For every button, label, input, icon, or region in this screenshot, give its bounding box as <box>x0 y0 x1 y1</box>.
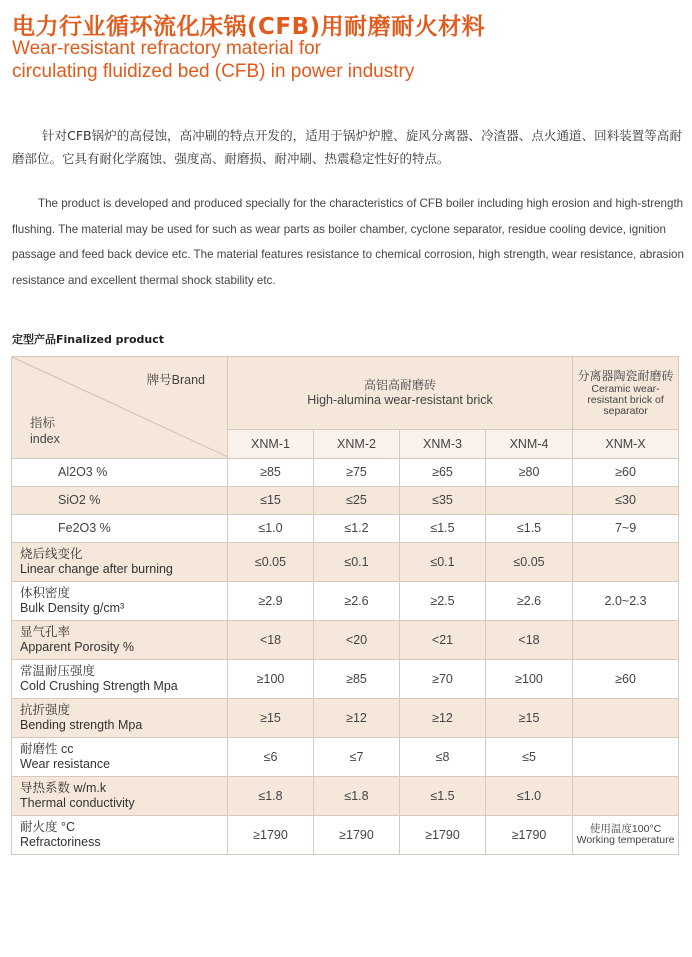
table-cell <box>486 487 573 515</box>
table-row <box>12 816 679 855</box>
row-label-en: Bending strength Mpa <box>20 718 143 732</box>
table-cell: <21 <box>400 621 486 660</box>
page-title-en <box>12 37 414 83</box>
table-cell: ≤1.0 <box>486 777 573 816</box>
row-label <box>12 816 228 855</box>
row-label-cn: 导热系数 w/m.k <box>20 781 107 795</box>
title-en-line2: circulating fluidized bed (CFB) in power industry <box>12 61 415 82</box>
table-cell: ≥75 <box>314 459 400 487</box>
corner-index-en: index <box>30 432 60 446</box>
row-label-cn: 烧后线变化 <box>20 547 83 561</box>
table-row <box>12 515 679 543</box>
grade-header: XNM-2 <box>314 430 400 459</box>
table-cell: 7~9 <box>573 515 679 543</box>
table-cell: ≤8 <box>400 738 486 777</box>
row-label-cn: 体积密度 <box>20 586 71 600</box>
row-label <box>12 738 228 777</box>
table-cell: ≤1.0 <box>228 515 314 543</box>
intro-paragraph-en: The product is developed and produced specially for the characteristics of CFB boiler including high erosion and high-strength flushing. The material may be used for such as wear parts as boiler chamber, cyclone separator, residue cooling device, ignition passage and feed back device etc. The material features resistance to chemical corrosion, high strength, wear resistance, abrasion resistance and excellent thermal shock stability etc. <box>12 197 684 287</box>
row-label-cn: 耐火度 °C <box>20 820 75 834</box>
row-label <box>12 777 228 816</box>
table-cell: ≤1.5 <box>486 515 573 543</box>
section-title: 定型产品Finalized product <box>12 333 164 346</box>
table-cell: ≥1790 <box>486 816 573 855</box>
table-row <box>12 459 679 487</box>
group2-cn: 分离器陶瓷耐磨砖 <box>577 369 674 383</box>
table-cell: ≥15 <box>486 699 573 738</box>
table-cell: ≤1.8 <box>228 777 314 816</box>
group1-en: High-alumina wear-resistant brick <box>307 393 493 407</box>
row-label: Al2O3 % <box>12 459 228 487</box>
table-cell <box>573 699 679 738</box>
row-label-en: Wear resistance <box>20 757 111 771</box>
table-row <box>12 738 679 777</box>
table-cell: ≥1790 <box>228 816 314 855</box>
grade-header: XNM-4 <box>486 430 573 459</box>
table-row <box>12 621 679 660</box>
table-cell: ≤35 <box>400 487 486 515</box>
row-label-cn: 常温耐压强度 <box>20 664 96 678</box>
table-row <box>12 660 679 699</box>
table-cell: ≥1790 <box>314 816 400 855</box>
table-cell: ≥2.9 <box>228 582 314 621</box>
table-cell: ≤30 <box>573 487 679 515</box>
table-cell: ≥60 <box>573 459 679 487</box>
corner-brand-label: 牌号Brand <box>146 373 205 387</box>
table-cell <box>573 777 679 816</box>
table-cell <box>573 816 679 855</box>
table-cell: ≥1790 <box>400 816 486 855</box>
corner-index-label <box>30 415 60 447</box>
row-label <box>12 660 228 699</box>
table-cell: ≥2.6 <box>314 582 400 621</box>
table-cell <box>573 738 679 777</box>
table-cell: ≤1.5 <box>400 777 486 816</box>
table-cell: ≥100 <box>228 660 314 699</box>
page-title-cn: 电力行业循环流化床锅(CFB)用耐磨耐火材料 <box>12 14 486 40</box>
row-label <box>12 621 228 660</box>
table-row <box>12 582 679 621</box>
row-label <box>12 543 228 582</box>
grade-header: XNM-3 <box>400 430 486 459</box>
grade-header: XNM-X <box>573 430 679 459</box>
table-cell: ≤5 <box>486 738 573 777</box>
corner-header-cell <box>12 357 228 459</box>
table-cell: ≥2.6 <box>486 582 573 621</box>
row-label-cn: 抗折强度 <box>20 703 71 717</box>
table-cell: ≥2.5 <box>400 582 486 621</box>
grade-header: XNM-1 <box>228 430 314 459</box>
table-cell: ≥85 <box>228 459 314 487</box>
row-label <box>12 699 228 738</box>
table-cell: 2.0~2.3 <box>573 582 679 621</box>
table-cell: ≥70 <box>400 660 486 699</box>
table-cell: ≤1.5 <box>400 515 486 543</box>
table-cell <box>573 621 679 660</box>
table-cell: ≤0.1 <box>314 543 400 582</box>
table-cell: ≤1.2 <box>314 515 400 543</box>
table-cell: ≥12 <box>400 699 486 738</box>
row-label-en: Bulk Density g/cm³ <box>20 601 125 615</box>
header-row-1 <box>12 357 679 430</box>
table-row <box>12 699 679 738</box>
working-temp-note-cn: 使用温度100°C <box>589 823 662 835</box>
table-cell: ≥15 <box>228 699 314 738</box>
table-cell <box>573 543 679 582</box>
table-cell: ≤1.8 <box>314 777 400 816</box>
table-cell: <20 <box>314 621 400 660</box>
table-cell: ≤0.05 <box>486 543 573 582</box>
working-temp-note-en: Working temperature <box>576 834 675 846</box>
row-label-en: Cold Crushing Strength Mpa <box>20 679 178 693</box>
row-label-en: Thermal conductivity <box>20 796 135 810</box>
corner-index-cn: 指标 <box>30 416 56 430</box>
row-label-en: Apparent Porosity % <box>20 640 134 654</box>
table-cell: <18 <box>486 621 573 660</box>
row-label <box>12 582 228 621</box>
table-cell: ≤15 <box>228 487 314 515</box>
table-cell: ≤7 <box>314 738 400 777</box>
intro-paragraph-cn: 针对CFB锅炉的高侵蚀，高冲刷的特点开发的，适用于锅炉炉膛、旋风分离器、冷渣器、点火通道、回料装置等高耐磨部位。它具有耐化学腐蚀、强度高、耐磨损、耐冲刷、热震稳定性好的特点。 <box>12 128 682 166</box>
table-cell: <18 <box>228 621 314 660</box>
group-ceramic-header <box>573 357 679 430</box>
table-cell: ≥65 <box>400 459 486 487</box>
table-cell: ≥80 <box>486 459 573 487</box>
table-cell: ≤0.1 <box>400 543 486 582</box>
table-cell: ≥12 <box>314 699 400 738</box>
table-cell: ≤0.05 <box>228 543 314 582</box>
table-cell: ≥85 <box>314 660 400 699</box>
table-row <box>12 777 679 816</box>
table-row <box>12 543 679 582</box>
group-high-alumina-header <box>228 357 573 430</box>
row-label-cn: 耐磨性 cc <box>20 742 74 756</box>
table-row <box>12 487 679 515</box>
row-label-cn: 显气孔率 <box>20 625 71 639</box>
spec-table <box>11 356 679 855</box>
title-en-line1: Wear-resistant refractory material for <box>12 38 322 59</box>
table-cell: ≥60 <box>573 660 679 699</box>
row-label: Fe2O3 % <box>12 515 228 543</box>
row-label: SiO2 % <box>12 487 228 515</box>
group1-cn: 高铝高耐磨砖 <box>364 378 437 392</box>
group2-en: Ceramic wear-resistant brick of separator <box>587 383 664 417</box>
table-cell: ≤6 <box>228 738 314 777</box>
row-label-en: Linear change after burning <box>20 562 173 576</box>
row-label-en: Refractoriness <box>20 835 101 849</box>
table-cell: ≥100 <box>486 660 573 699</box>
table-cell: ≤25 <box>314 487 400 515</box>
